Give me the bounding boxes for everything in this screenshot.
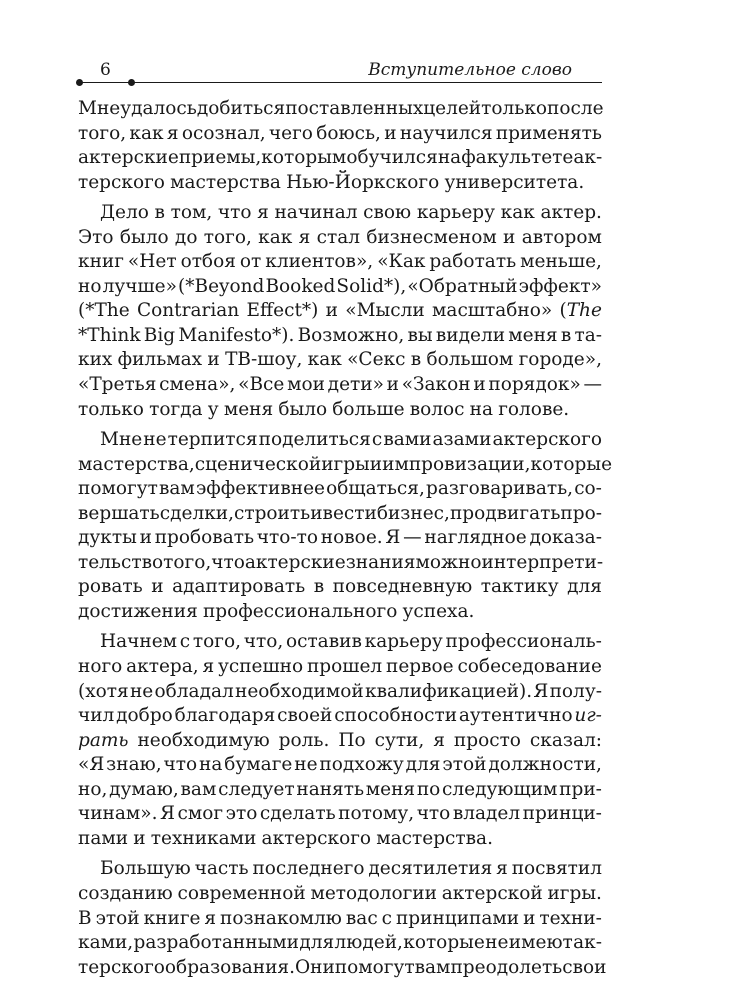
header-rule: [78, 82, 602, 83]
header-dot-ornament: [128, 79, 135, 86]
text-line: Дело в том, что я начинал свою карьеру как актер.: [100, 202, 602, 224]
body-text: [78, 97, 613, 980]
text-line: достижения профессионального успеха.: [78, 600, 475, 622]
running-title: Вступительное слово: [368, 60, 572, 80]
text-line: ких фильмах и ТВ-шоу, как «Секс в большом городе»,: [78, 349, 602, 371]
paragraph: [78, 630, 602, 851]
text-line: но лучше» (*Beyond Booked Solid*), «Обратный эффект»: [78, 275, 602, 297]
text-line: Мне не терпится поделиться с вами азами актерского: [100, 429, 602, 451]
paragraph: [78, 857, 607, 980]
paragraph: [78, 428, 613, 624]
text-line: книг «Нет отбоя от клиентов», «Как работать меньше,: [78, 251, 602, 273]
text-line: терского мастерства Нью-Йоркского университета.: [78, 171, 585, 193]
text-line: того, как я осознал, чего боюсь, и научился применять: [78, 122, 602, 144]
running-header: [78, 58, 602, 88]
text-line: «Я знаю, что на бумаге не подхожу для этой должности,: [78, 754, 602, 776]
text-line: тельство того, что актерские знания можно интерпрети-: [78, 551, 604, 573]
text-line: рать необходимую роль. По сути, я просто сказал:: [78, 729, 602, 751]
text-line: (хотя не обладал необходимой квалификацией). Я полу-: [78, 680, 602, 702]
text-line: пами и техниками актерского мастерства.: [78, 827, 493, 849]
text-line: но, думаю, вам следует нанять меня по следующим при-: [78, 778, 602, 800]
text-line: терского образования. Они помогут вам преодолеть свои: [78, 956, 607, 978]
text-line: «Третья смена», «Все мои дети» и «Закон и порядок» —: [78, 374, 602, 396]
text-line: актерские приемы, которым обучился на факультете ак-: [78, 147, 603, 169]
text-line: В этой книге я познакомлю вас с принципами и техни-: [78, 907, 602, 929]
text-line: Мне удалось добиться поставленных целей только после: [78, 98, 604, 119]
text-line: созданию современной методологии актерской игры.: [78, 882, 602, 904]
text-line: ровать и адаптировать в повседневную тактику для: [78, 576, 602, 598]
page-number: 6: [100, 60, 111, 80]
text-line: чинам». Я смог это сделать потому, что владел принци-: [78, 803, 602, 825]
text-line: ного актера, я успешно прошел первое собеседование: [78, 656, 602, 678]
text-line: только тогда у меня было больше волос на голове.: [78, 398, 570, 420]
paragraph: [78, 201, 602, 422]
text-line: дукты и пробовать что-то новое. Я — наглядное доказа-: [78, 527, 602, 549]
text-line: Это было до того, как я стал бизнесменом и автором: [78, 226, 602, 248]
paragraph: [78, 97, 602, 195]
text-line: вершать сделки, строить и вести бизнес, продвигать про-: [78, 502, 602, 524]
text-line: Начнем с того, что, оставив карьеру профессиональ-: [100, 631, 602, 653]
text-line: мастерства, сценической игры и импровизации, которые: [78, 453, 613, 475]
text-line: Большую часть последнего десятилетия я посвятил: [100, 858, 602, 880]
text-line: ками, разработанными для людей, которые не имеют ак-: [78, 932, 602, 954]
text-line: (*The Contrarian Effect*) и «Мысли масштабно» (The: [78, 300, 602, 322]
text-line: чил добро благодаря своей способности аутентично иг-: [78, 705, 602, 727]
text-line: помогут вам эффективнее общаться, разговаривать, со-: [78, 478, 602, 500]
text-line: *Think Big Manifesto*). Возможно, вы видели меня в та-: [78, 324, 602, 346]
header-dot-ornament: [76, 79, 83, 86]
